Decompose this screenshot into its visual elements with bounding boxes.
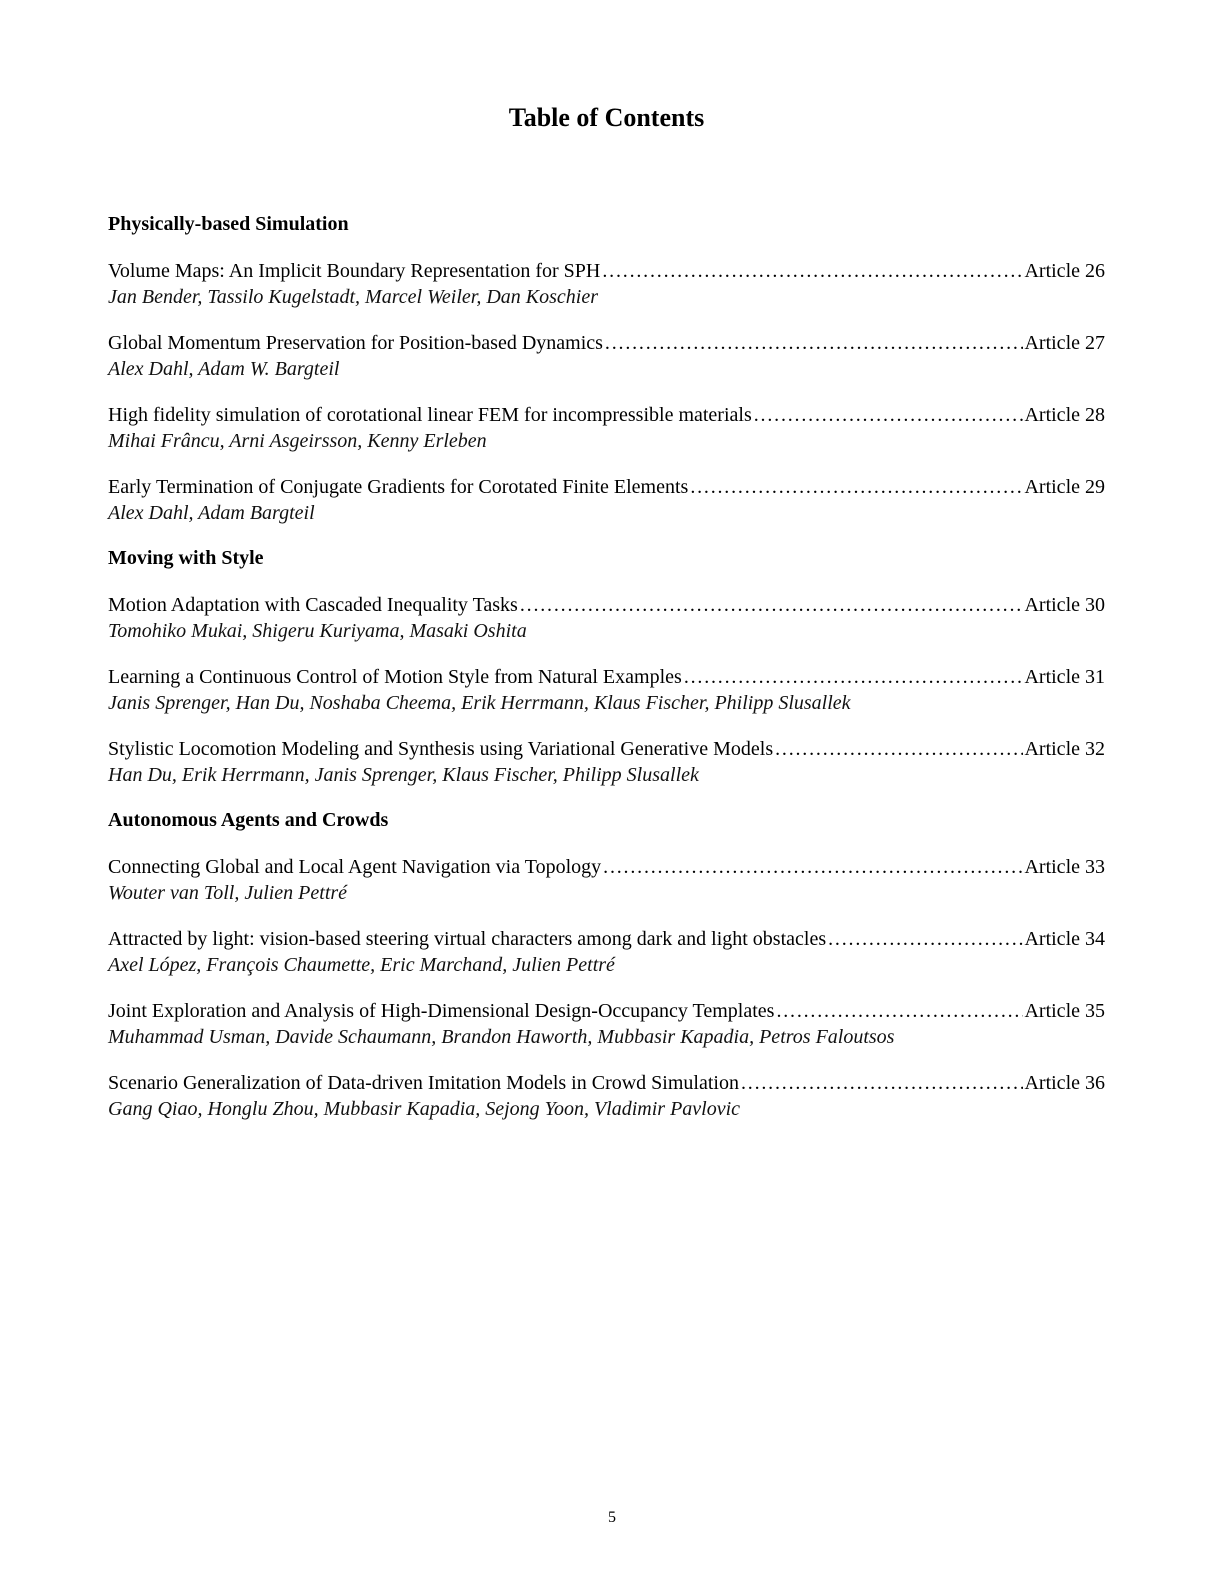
- dot-leader: [776, 998, 1023, 1024]
- entry-article-link[interactable]: Article 33: [1024, 856, 1105, 878]
- entry-article-link[interactable]: Article 32: [1024, 738, 1105, 760]
- dot-leader: [602, 258, 1023, 284]
- entry-authors: Alex Dahl, Adam W. Bargteil: [108, 358, 340, 380]
- toc-entry: [108, 258, 1105, 310]
- entry-title-link[interactable]: Stylistic Locomotion Modeling and Synthesis using Variational Generative Models: [108, 738, 774, 760]
- dot-leader: [684, 664, 1024, 690]
- toc-entry-line: [108, 1070, 1105, 1096]
- entry-article-link[interactable]: Article 30: [1024, 594, 1105, 616]
- dot-leader: [605, 330, 1024, 356]
- toc-entry: [108, 1070, 1105, 1122]
- toc-entry-line: [108, 664, 1105, 690]
- entry-authors: Muhammad Usman, Davide Schaumann, Brandon Haworth, Mubbasir Kapadia, Petros Faloutsos: [108, 1026, 895, 1048]
- toc-entry: [108, 926, 1105, 978]
- toc-entry: [108, 592, 1105, 644]
- table-of-contents: [108, 134, 1105, 1122]
- toc-section-physically-based-simulation: [108, 212, 1105, 526]
- toc-entry-line: [108, 854, 1105, 880]
- entry-authors: Janis Sprenger, Han Du, Noshaba Cheema, Erik Herrmann, Klaus Fischer, Philipp Slusallek: [108, 692, 851, 714]
- entry-article-link[interactable]: Article 26: [1024, 260, 1105, 282]
- toc-section-autonomous-agents-and-crowds: [108, 808, 1105, 1122]
- entry-title-link[interactable]: Global Momentum Preservation for Position-based Dynamics: [108, 332, 603, 354]
- dot-leader: [603, 854, 1023, 880]
- entry-authors: Gang Qiao, Honglu Zhou, Mubbasir Kapadia, Sejong Yoon, Vladimir Pavlovic: [108, 1098, 741, 1120]
- toc-entry: [108, 664, 1105, 716]
- entry-article-link[interactable]: Article 28: [1024, 404, 1105, 426]
- entry-article-link[interactable]: Article 27: [1024, 332, 1105, 354]
- entry-title-link[interactable]: Early Termination of Conjugate Gradients for Corotated Finite Elements: [108, 476, 689, 498]
- entry-authors: Han Du, Erik Herrmann, Janis Sprenger, Klaus Fischer, Philipp Slusallek: [108, 764, 699, 786]
- page-number: 5: [608, 1509, 616, 1526]
- entry-authors: Axel López, François Chaumette, Eric Marchand, Julien Pettré: [108, 954, 615, 976]
- section-heading: Physically-based Simulation: [108, 213, 349, 235]
- entry-authors: Jan Bender, Tassilo Kugelstadt, Marcel Weiler, Dan Koschier: [108, 286, 598, 308]
- toc-entry-line: [108, 998, 1105, 1024]
- toc-entry-line: [108, 258, 1105, 284]
- toc-entry: [108, 330, 1105, 382]
- toc-entry-line: [108, 736, 1105, 762]
- entry-authors: Tomohiko Mukai, Shigeru Kuriyama, Masaki Oshita: [108, 620, 527, 642]
- toc-entry-line: [108, 926, 1105, 952]
- toc-entry-line: [108, 330, 1105, 356]
- section-heading: Moving with Style: [108, 547, 264, 569]
- content-column: [108, 0, 1105, 1142]
- toc-section-moving-with-style: [108, 546, 1105, 788]
- entry-title-link[interactable]: Attracted by light: vision-based steering virtual characters among dark and light obstacles: [108, 928, 827, 950]
- entry-title-link[interactable]: High fidelity simulation of corotational linear FEM for incompressible materials: [108, 404, 752, 426]
- entry-title-link[interactable]: Volume Maps: An Implicit Boundary Representation for SPH: [108, 260, 601, 282]
- dot-leader: [520, 592, 1024, 618]
- entry-title-link[interactable]: Connecting Global and Local Agent Navigation via Topology: [108, 856, 602, 878]
- toc-entry: [108, 998, 1105, 1050]
- toc-entry-line: [108, 592, 1105, 618]
- dot-leader: [775, 736, 1023, 762]
- toc-entry: [108, 736, 1105, 788]
- entry-title-link[interactable]: Scenario Generalization of Data-driven Imitation Models in Crowd Simulation: [108, 1072, 739, 1094]
- entry-title-link[interactable]: Learning a Continuous Control of Motion Style from Natural Examples: [108, 666, 682, 688]
- dot-leader: [828, 926, 1023, 952]
- dot-leader: [690, 474, 1023, 500]
- entry-authors: Wouter van Toll, Julien Pettré: [108, 882, 348, 904]
- entry-title-link[interactable]: Joint Exploration and Analysis of High-Dimensional Design-Occupancy Templates: [108, 1000, 775, 1022]
- toc-entry: [108, 854, 1105, 906]
- entry-article-link[interactable]: Article 34: [1024, 928, 1105, 950]
- toc-entry-line: [108, 402, 1105, 428]
- toc-entry-line: [108, 474, 1105, 500]
- entry-authors: Mihai Frâncu, Arni Asgeirsson, Kenny Erleben: [108, 430, 487, 452]
- toc-entry: [108, 474, 1105, 526]
- entry-title-link[interactable]: Motion Adaptation with Cascaded Inequality Tasks: [108, 594, 518, 616]
- entry-article-link[interactable]: Article 31: [1024, 666, 1105, 688]
- section-heading: Autonomous Agents and Crowds: [108, 809, 389, 831]
- entry-authors: Alex Dahl, Adam Bargteil: [108, 502, 315, 524]
- dot-leader: [741, 1070, 1024, 1096]
- page-title: Table of Contents: [508, 103, 705, 132]
- entry-article-link[interactable]: Article 29: [1024, 476, 1105, 498]
- toc-entry: [108, 402, 1105, 454]
- entry-article-link[interactable]: Article 35: [1024, 1000, 1105, 1022]
- entry-article-link[interactable]: Article 36: [1024, 1072, 1105, 1094]
- dot-leader: [754, 402, 1024, 428]
